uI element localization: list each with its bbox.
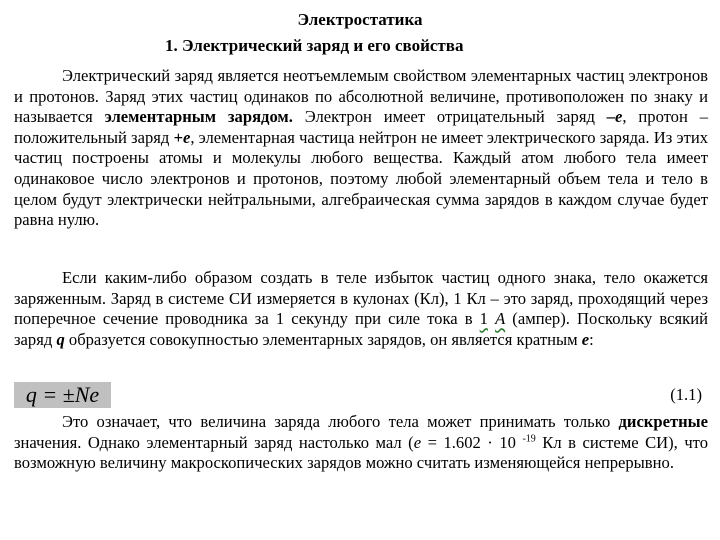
paragraph-2-text-b: (ампер). Поскольку всякий заряд <box>14 309 708 349</box>
section-heading: 1. Электрический заряд и его свойства <box>165 36 464 55</box>
term-elementary-charge: элементарным зарядом. <box>104 107 293 127</box>
paragraph-2-text-d: : <box>589 329 594 349</box>
paragraph-3-text-b: значения. Однако элементарный заряд настолько мал ( <box>14 432 414 452</box>
equation-number: (1.1) <box>670 385 702 404</box>
paragraph-1-text-c: , протон – положительный заряд <box>14 107 708 147</box>
paragraph-1-text-a: Электрический заряд является неотъемлемым свойством элементарных частиц электронов и протонов. Заряд этих частиц одинаков по абсолютной величине, противоположен по знаку и называется <box>14 66 708 127</box>
symbol-e-italic: e <box>413 432 422 452</box>
paragraph-2 <box>14 268 708 350</box>
paragraph-3-text-d: Кл в системе СИ), что возможную величину макроскопических зарядов можно считать изменяющейся непрерывно. <box>14 432 708 473</box>
paragraph-2-text-a: Если каким-либо образом создать в теле избыток частиц одного знака, тело окажется заряженным. Заряд в системе СИ измеряется в кулонах (Кл), 1 Кл – это заряд, проходящий через поперечное сечение проводника за 1 секунду при силе тока в <box>14 268 708 329</box>
symbol-negative-e: –e <box>606 107 623 127</box>
formula-box: q = ±Ne <box>14 382 111 408</box>
paragraph-3 <box>14 412 708 474</box>
paragraph-3-text-a: Это означает, что величина заряда любого тела может принимать только <box>62 412 619 431</box>
paragraph-3-text-c: = 1.602 · 10 <box>421 432 523 452</box>
paragraph-1-text-d: , элементарная частица нейтрон не имеет электрического заряда. Из этих частиц построены атомы и молекулы любого вещества. Каждый атом любого тела имеет одинаковое число электронов и протонов, поэтому любой элементарный объем тела и тело в целом будут электрически нейтральными, алгебраическая сумма зарядов в каждом случае будет равна нулю. <box>14 127 709 230</box>
ampere-symbol: А <box>495 309 506 329</box>
formula-row <box>14 382 708 408</box>
paragraph-2-text-c: образуется совокупностью элементарных зарядов, он является кратным <box>64 329 582 349</box>
paragraph-1-text-b: Электрон имеет отрицательный заряд <box>292 107 607 127</box>
symbol-positive-e: +e <box>173 127 191 147</box>
symbol-e: е <box>581 329 590 349</box>
paragraph-1 <box>14 66 708 231</box>
page-title: Электростатика <box>297 10 423 29</box>
term-discrete: дискретные <box>618 412 708 431</box>
spellcheck-marked-number: 1 <box>479 309 488 329</box>
exponent: -19 <box>522 433 536 445</box>
symbol-q: q <box>56 329 65 349</box>
